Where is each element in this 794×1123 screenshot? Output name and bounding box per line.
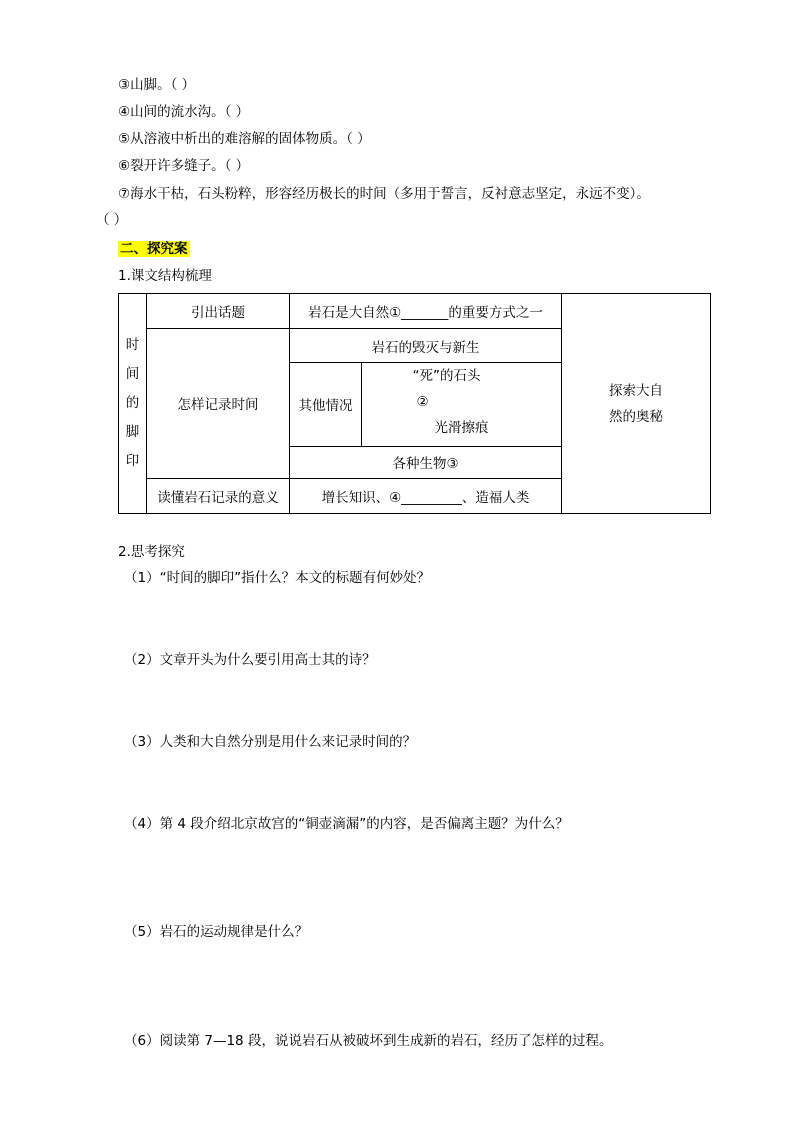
section-sub-structure: 1.课文结构梳理 [118,268,212,284]
section-heading [118,240,190,258]
other-content: “死”的石头 ② 光滑擦痕 [362,363,562,446]
vocab-item-7: ⑦海水干枯，石头粉粹，形容经历极长的时间（多用于誓言，反衬意志坚定，永远不变）。 [118,186,650,202]
other-label: 其他情况 [290,363,362,446]
question-4: （4）第 4 段介绍北京故宫的“铜壶滴漏”的内容，是否偏离主题？为什么？ [124,816,569,832]
structure-table [118,293,711,514]
row-method-rock: 岩石的毁灭与新生 [290,329,562,363]
question-5: （5）岩石的运动规律是什么？ [124,924,309,940]
question-2: （2）文章开头为什么要引用高士其的诗？ [124,652,376,668]
question-3: （3）人类和大自然分别是用什么来记录时间的？ [124,734,417,750]
vocab-item-4: ④山间的流水沟。（ ） [118,104,250,120]
row-method-label: 怎样记录时间 [147,329,290,479]
row-meaning-label: 读懂岩石记录的意义 [147,478,290,513]
row-meaning-content: 增长知识、④_________、造福人类 [290,478,562,513]
question-1: （1）“时间的脚印”指什么？本文的标题有何妙处？ [124,570,431,586]
row-intro-content: 岩石是大自然①_______的重要方式之一 [290,294,562,329]
right-summary-cell: 探索大自 然的奥秘 [562,294,711,514]
vocab-item-7-paren: （ ） [96,212,128,228]
section-sub-questions: 2.思考探究 [118,544,185,560]
section-heading-text: 二、探究案 [120,241,188,257]
question-6: （6）阅读第 7—18 段，说说岩石从被破坏到生成新的岩石，经历了怎样的过程。 [124,1033,613,1049]
vocab-item-5: ⑤从溶液中析出的难溶解的固体物质。（ ） [118,131,371,147]
row-intro-label: 引出话题 [147,294,290,329]
row-method-organisms: 各种生物③ [290,446,562,478]
vertical-title: 时 间 的 脚 印 [119,294,147,514]
vocab-item-6: ⑥裂开许多缝子。（ ） [118,158,250,174]
vocab-item-3: ③山脚。（ ） [118,77,196,93]
